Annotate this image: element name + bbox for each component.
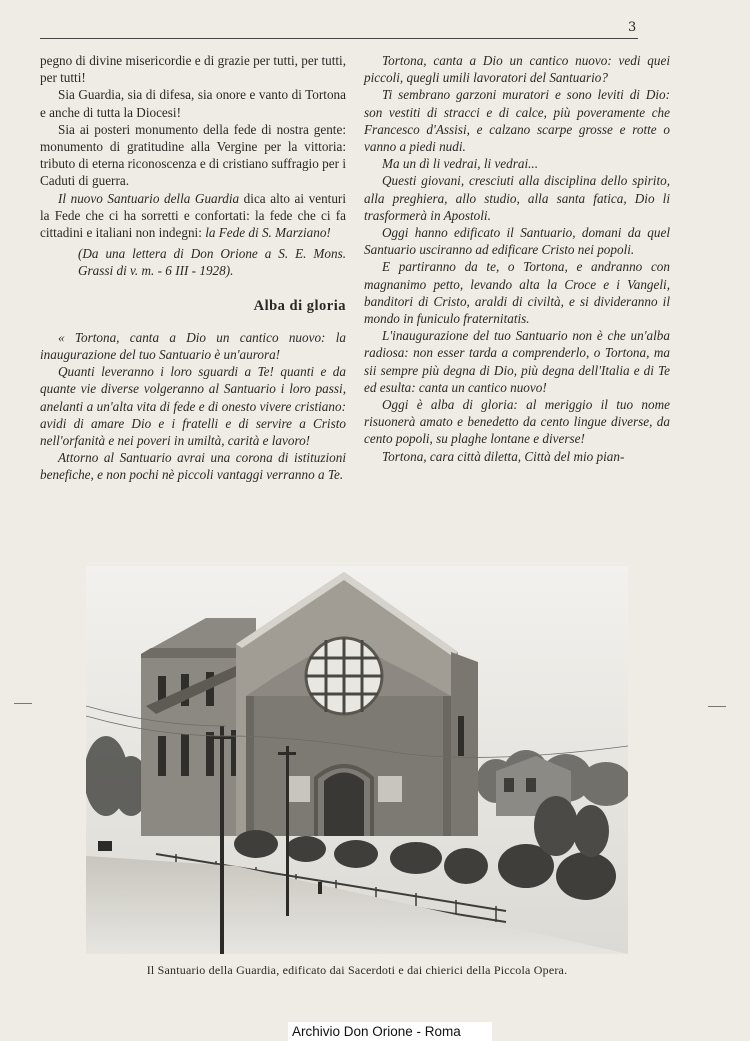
left-paragraph-1: pegno di divine misericordie e di grazie per tutti, per tutti, per tutti! xyxy=(40,53,346,86)
sanctuary-photo xyxy=(86,566,628,954)
right-paragraph-5: Oggi hanno edificato il Santuario, domani da quel Santuario usciranno ad edificare Cristo nei popoli. xyxy=(364,225,670,258)
margin-mark-right xyxy=(708,706,726,707)
paragraph-body: dica alto ai venturi la Fede che ci ha sorretti e confortati: la fede che ci fa cittadini e italiani non indegni: xyxy=(40,190,346,241)
archive-label: Archivio Don Orione - Roma xyxy=(292,1024,461,1039)
header-rule xyxy=(40,38,638,39)
right-paragraph-4: Questi giovani, cresciuti alla disciplina dello spirito, alla preghiera, allo studio, alla santa fatica, Dio li trasformerà in Apostoli. xyxy=(364,173,670,223)
right-paragraph-3: Ma un dì li vedrai, li vedrai... xyxy=(382,156,539,172)
page-number: 3 xyxy=(628,20,637,35)
left-paragraph-3: Sia ai posteri monumento della fede di nostra gente: monumento di gratitudine alla Vergine per la vittoria: tributo di eterna riconoscenza e di cristiano suffragio per i Caduti di guerra. xyxy=(40,121,346,189)
margin-mark-left xyxy=(14,703,32,704)
letter-attribution: (Da una lettera di Don Orione a S. E. Mons. Grassi di v. m. - 6 III - 1928). xyxy=(78,246,346,279)
right-paragraph-9: Tortona, cara città diletta, Città del mio pian- xyxy=(382,448,625,464)
sanctuary-name: Il nuovo Santuario della Guardia xyxy=(58,190,240,206)
right-paragraph-2: Ti sembrano garzoni muratori e sono leviti di Dio: son vestiti di stracci e di calce, più poveramente che Francesco d'Assisi, e calzano scarpe grosse e rotte o vanno a piedi nudi. xyxy=(364,87,670,155)
sanctuary-illustration xyxy=(86,566,628,954)
paragraph-tail: la Fede di S. Marziano! xyxy=(205,225,331,241)
left-italic-paragraph-1: « Tortona, canta a Dio un cantico nuovo: la inaugurazione del tuo Santuario è un'aurora! xyxy=(40,329,346,363)
left-italic-paragraph-3: Attorno al Santuario avrai una corona di istituzioni benefiche, e non pochi nè piccoli vantaggi verranno a Te. xyxy=(40,450,346,483)
left-italic-paragraph-2: Quanti leveranno i loro sguardi a Te! quanti e da quante vie diverse volgeranno al Santuario i loro passi, anelanti a un'alta vita di fede e di onesto vivere cristiano: avidi di amare Dio e i fratelli e di servire a Cristo nell'orfanità e nei poveri in umiltà, carità e lavoro! xyxy=(40,364,346,449)
left-paragraph-2: Sia Guardia, sia di difesa, sia onore e vanto di Tortona e anche di tutta la Diocesi! xyxy=(40,87,346,120)
left-paragraph-4 xyxy=(40,190,346,242)
right-paragraph-6: E partiranno da te, o Tortona, e andranno con magnanimo petto, levando alta la Croce e i Vangeli, banditori di Cristo, araldi di civiltà, e si divideranno il mondo in funiculo fraternitatis. xyxy=(364,259,670,327)
left-column xyxy=(40,52,346,484)
section-title: Alba di gloria xyxy=(253,297,346,314)
right-paragraph-1: Tortona, canta a Dio un cantico nuovo: vedi quei piccoli, quegli umili lavoratori del Santuario? xyxy=(364,53,670,86)
photo-caption: Il Santuario della Guardia, edificato dai Sacerdoti e dai chierici della Piccola Opera. xyxy=(146,963,568,977)
right-column xyxy=(364,52,670,465)
right-paragraph-7: L'inaugurazione del tuo Santuario non è che un'alba radiosa: non esser tarda a comprenderlo, o Tortona, ma sii sempre più degna di Dio, più degna dell'Italia e di Te ed esulta: canta un cantico nuovo! xyxy=(364,328,670,395)
right-paragraph-8: Oggi è alba di gloria: al meriggio il tuo nome risuonerà amato e benedetto da cento lingue diverse, da cento popoli, su plaghe lontane e diverse! xyxy=(364,397,670,447)
